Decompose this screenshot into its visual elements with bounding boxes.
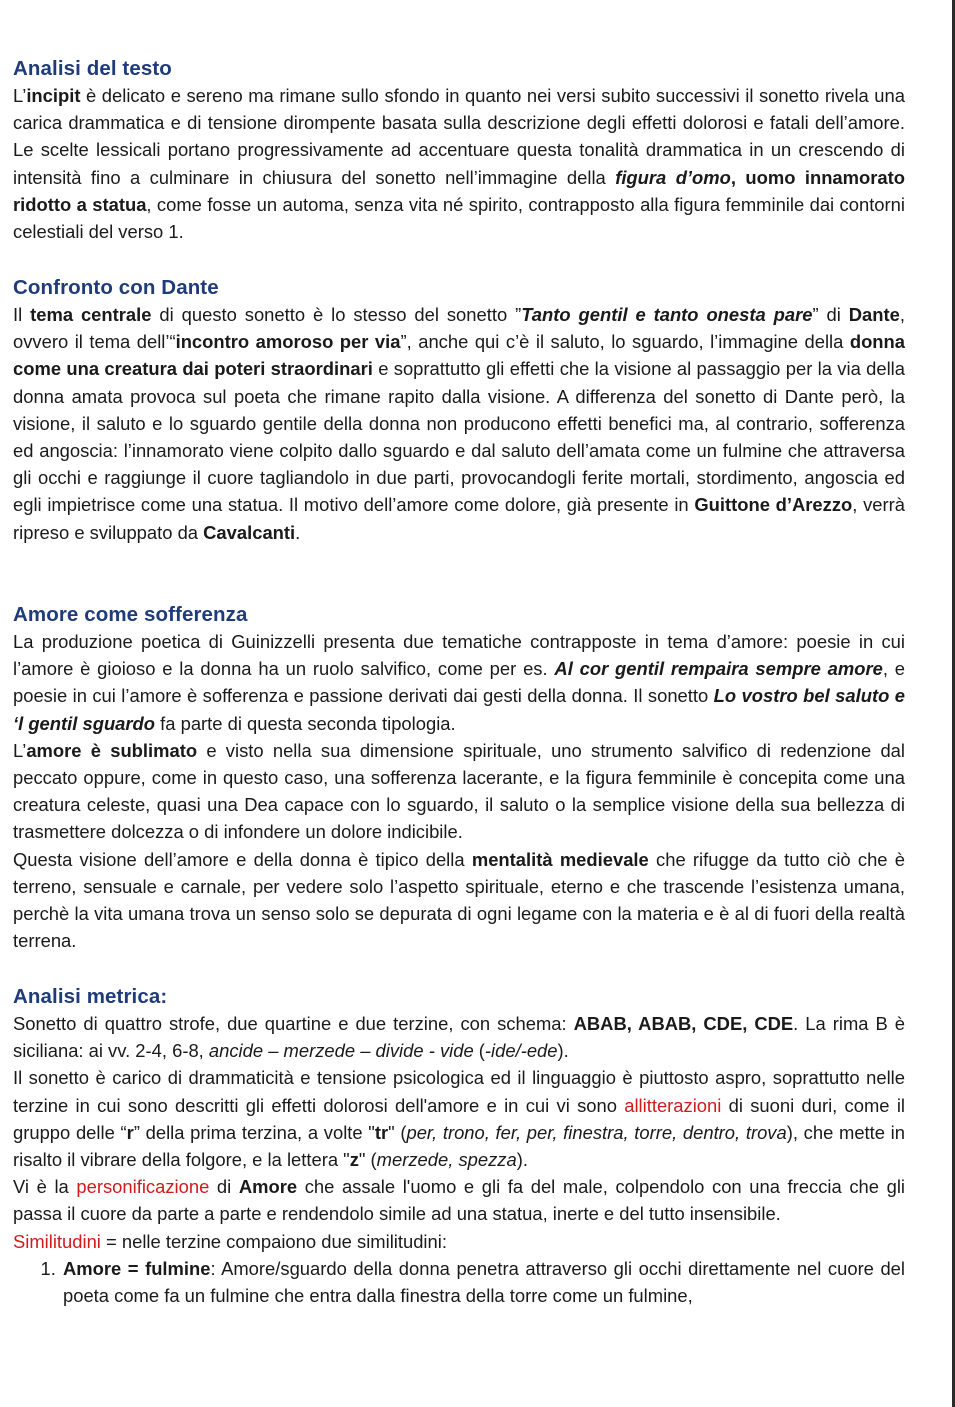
section-analisi-testo <box>13 55 905 245</box>
paragraph: L’incipit è delicato e sereno ma rimane sullo sfondo in quanto nei versi subito successivi il sonetto rivela una carica drammatica e di tensione dirompente basata sulla descrizione degli effetti dolorosi e fatali dell’amore. Le scelte lessicali portano progressivamente ad accentuare questa tonalità drammatica in un crescendo di intensità fino a culminare in chiusura del sonetto nell’immagine della figura d’omo, uomo innamorato ridotto a statua, come fosse un automa, senza vita né spirito, contrapposto alla figura femminile dai contorni celestiali del verso 1. <box>13 85 905 243</box>
section-confronto-dante <box>13 274 905 546</box>
section-heading: Analisi del testo <box>13 57 172 80</box>
paragraph: Vi è la personificazione di Amore che assale l'uomo e gli fa del male, colpendolo con una freccia che gli passa il cuore da parte a parte e rendendolo simile ad una statua, inerte e del tutto insensibile. <box>13 1176 905 1225</box>
similitudini-list <box>13 1255 905 1309</box>
paragraph: Similitudini = nelle terzine compaiono due similitudini: <box>13 1230 447 1252</box>
section-heading: Confronto con Dante <box>13 276 219 299</box>
paragraph: L’amore è sublimato e visto nella sua dimensione spirituale, uno strumento salvifico di redenzione dal peccato oppure, come in questo caso, una sofferenza lacerante, e la figura femminile è concepita come una creatura celeste, quasi una Dea capace con lo sguardo, il saluto o la semplice visione della sua bellezza di trasmettere dolcezza o di infondere un dolore indicibile. <box>13 739 905 843</box>
paragraph: Questa visione dell’amore e della donna è tipico della mentalità medievale che rifugge da tutto ciò che è terreno, sensuale e carnale, per vedere solo l’aspetto spirituale, eterno e che trascende l’esistenza umana, perchè la vita umana trova un senso solo se depurata di ogni legame con la materia e è al di fuori della realtà terrena. <box>13 848 906 952</box>
section-heading: Analisi metrica: <box>13 985 168 1008</box>
section-analisi-metrica <box>13 983 905 1309</box>
section-amore-sofferenza <box>13 601 905 954</box>
paragraph: Sonetto di quattro strofe, due quartine e due terzine, con schema: ABAB, ABAB, CDE, CDE. La rima B è siciliana: ai vv. 2-4, 6-8, ancide – merzede – divide - vide (-ide/-ede). <box>13 1013 905 1062</box>
paragraph: Il sonetto è carico di drammaticità e tensione psicologica ed il linguaggio è piuttosto aspro, soprattutto nelle terzine in cui sono descritti gli effetti dolorosi dell'amore e in cui vi sono allitterazioni di suoni duri, come il gruppo delle “r” della prima terzina, a volte "tr" (per, trono, fer, per, finestra, torre, dentro, trova), che mette in risalto il vibrare della folgore, e la lettera "z" (merzede, spezza). <box>13 1067 906 1171</box>
paragraph: La produzione poetica di Guinizzelli presenta due tematiche contrapposte in tema d’amore: poesie in cui l’amore è gioioso e la donna ha un ruolo salvifico, come per es. Al cor gentil rempaira sempre amore, e poesie in cui l’amore è sofferenza e passione derivati dai gesti della donna. Il sonetto Lo vostro bel saluto e ‘l gentil sguardo fa parte di questa seconda tipologia. <box>13 631 905 734</box>
section-heading: Amore come sofferenza <box>13 603 248 626</box>
list-item: 1. Amore = fulmine: Amore/sguardo della donna penetra attraverso gli occhi direttamente nel cuore del poeta come fa un fulmine che entra dalla finestra della torre come un fulmine, <box>61 1255 905 1309</box>
paragraph: Il tema centrale di questo sonetto è lo stesso del sonetto ”Tanto gentil e tanto onesta pare” di Dante, ovvero il tema dell’“incontro amoroso per via”, anche qui c’è il saluto, lo sguardo, l’immagine della donna come una creatura dai poteri straordinari e soprattutto gli effetti che la visione al passaggio per la via della donna amata provoca sul poeta che rimane rapito dalla visione. A differenza del sonetto di Dante però, la visione, il saluto e lo sguardo gentile della donna non producono effetti benefici ma, al contrario, sofferenza ed angoscia: l’innamorato viene colpito dallo sguardo e dal saluto dell’amata come un fulmine che attraversa gli occhi e raggiunge il cuore tagliandolo in due parti, provocandogli ferite mortali, stordimento, angoscia ed egli impietrisce come una statua. Il motivo dell’amore come dolore, già presente in Guittone d’Arezzo, verrà ripreso e sviluppato da Cavalcanti. <box>13 304 906 543</box>
